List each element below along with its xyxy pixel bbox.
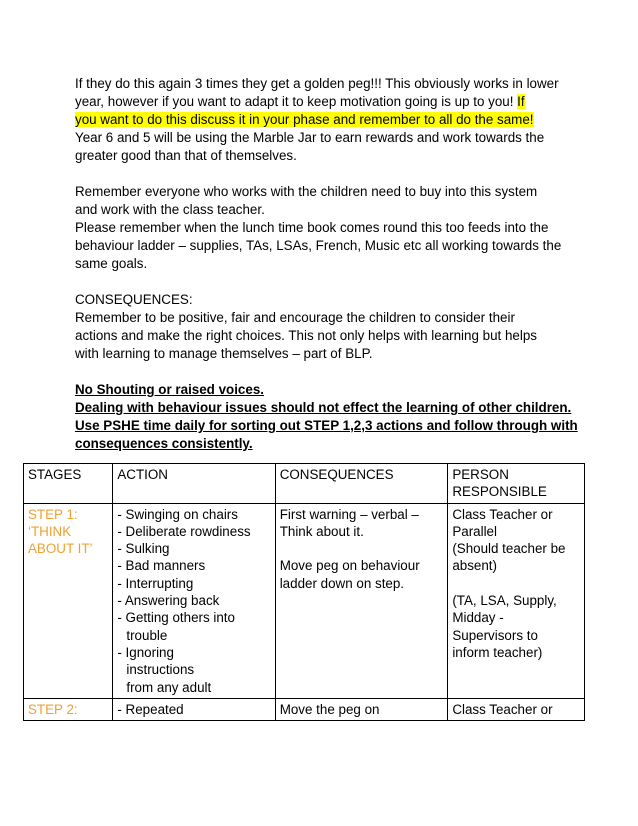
behaviour-stages-table: [23, 463, 585, 721]
action-cell: - Repeated: [113, 698, 275, 720]
highlighted-text: If: [517, 94, 525, 109]
text-line: greater good than that of themselves.: [75, 148, 297, 163]
text-line: If they do this again 3 times they get a golden peg!!! This obviously works in lower: [75, 76, 559, 91]
person-cell: Class Teacher or Parallel (Should teacher be absent) (TA, LSA, Supply, Midday - Supervisors to inform teacher): [448, 503, 585, 698]
header-person-responsible: PERSON RESPONSIBLE: [448, 464, 585, 504]
consequence-cell: Move the peg on: [275, 698, 448, 720]
table-row: [24, 503, 585, 698]
text-line: year, however if you want to adapt it to keep motivation going is up to you! If: [75, 94, 525, 109]
paragraph-golden-peg: [75, 75, 565, 165]
text-line: actions and make the right choices. This not only helps with learning but helps: [75, 328, 537, 343]
section-heading: CONSEQUENCES:: [75, 292, 193, 307]
rule-line: consequences consistently.: [75, 436, 253, 451]
text-line: Year 6 and 5 will be using the Marble Jar to earn rewards and work towards the: [75, 130, 545, 145]
stage-cell: STEP 1: ‘THINK ABOUT IT’: [24, 503, 113, 698]
text-line: [75, 111, 565, 129]
text-line: Please remember when the lunch time book comes round this too feeds into the: [75, 220, 549, 235]
action-cell: - Swinging on chairs - Deliberate rowdiness - Sulking - Bad manners - Interrupting - Answering back - Getting others into trouble - Ignoring instructions from any adult: [113, 503, 275, 698]
table-row: [24, 698, 585, 720]
text-line: behaviour ladder – supplies, TAs, LSAs, French, Music etc all working towards the: [75, 238, 562, 253]
person-cell: Class Teacher or: [448, 698, 585, 720]
paragraph-rules: [75, 381, 578, 453]
consequence-cell: First warning – verbal – Think about it. Move peg on behaviour ladder down on step.: [275, 503, 448, 698]
text-line: with learning to manage themselves – part of BLP.: [75, 346, 373, 361]
paragraph-consequences: [75, 291, 565, 363]
text-line: Remember everyone who works with the children need to buy into this system: [75, 184, 538, 199]
table-header-row: [24, 464, 585, 504]
paragraph-remember: [75, 183, 565, 273]
document-body: [75, 75, 578, 471]
highlighted-text: you want to do this discuss it in your phase and remember to all do the same!: [75, 112, 534, 127]
header-stages: STAGES: [24, 464, 113, 504]
rule-line: No Shouting or raised voices.: [75, 382, 264, 397]
stage-cell: STEP 2:: [24, 698, 113, 720]
rule-line: Use PSHE time daily for sorting out STEP 1,2,3 actions and follow through with: [75, 418, 578, 433]
rule-line: Dealing with behaviour issues should not effect the learning of other children.: [75, 400, 572, 415]
text-line: and work with the class teacher.: [75, 202, 265, 217]
text-line: Remember to be positive, fair and encourage the children to consider their: [75, 310, 515, 325]
text-line: same goals.: [75, 256, 148, 271]
header-consequences: CONSEQUENCES: [275, 464, 448, 504]
header-action: ACTION: [113, 464, 275, 504]
